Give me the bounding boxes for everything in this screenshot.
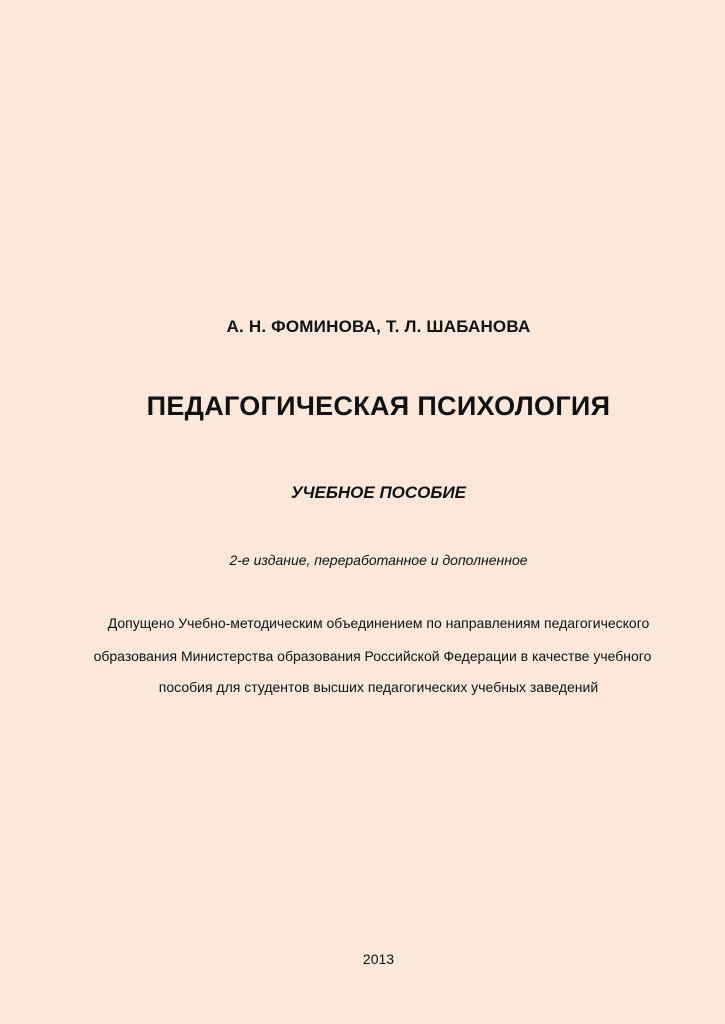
approval-line-3: пособия для студентов высших педагогических учебных заведений	[158, 679, 599, 695]
approval-line-1: Допущено Учебно-методическим объединением по направлениям педагогического	[107, 615, 650, 631]
book-title: ПЕДАГОГИЧЕСКАЯ ПСИХОЛОГИЯ	[146, 391, 611, 421]
book-subtitle: УЧЕБНОЕ ПОСОБИЕ	[290, 483, 467, 502]
publication-year: 2013	[362, 951, 395, 967]
authors: А. Н. ФОМИНОВА, Т. Л. ШАБАНОВА	[226, 317, 531, 336]
edition-note: 2-е издание, переработанное и дополненное	[229, 552, 528, 568]
approval-line-2: образования Министерства образования Российской Федерации в качестве учебного	[93, 648, 652, 664]
